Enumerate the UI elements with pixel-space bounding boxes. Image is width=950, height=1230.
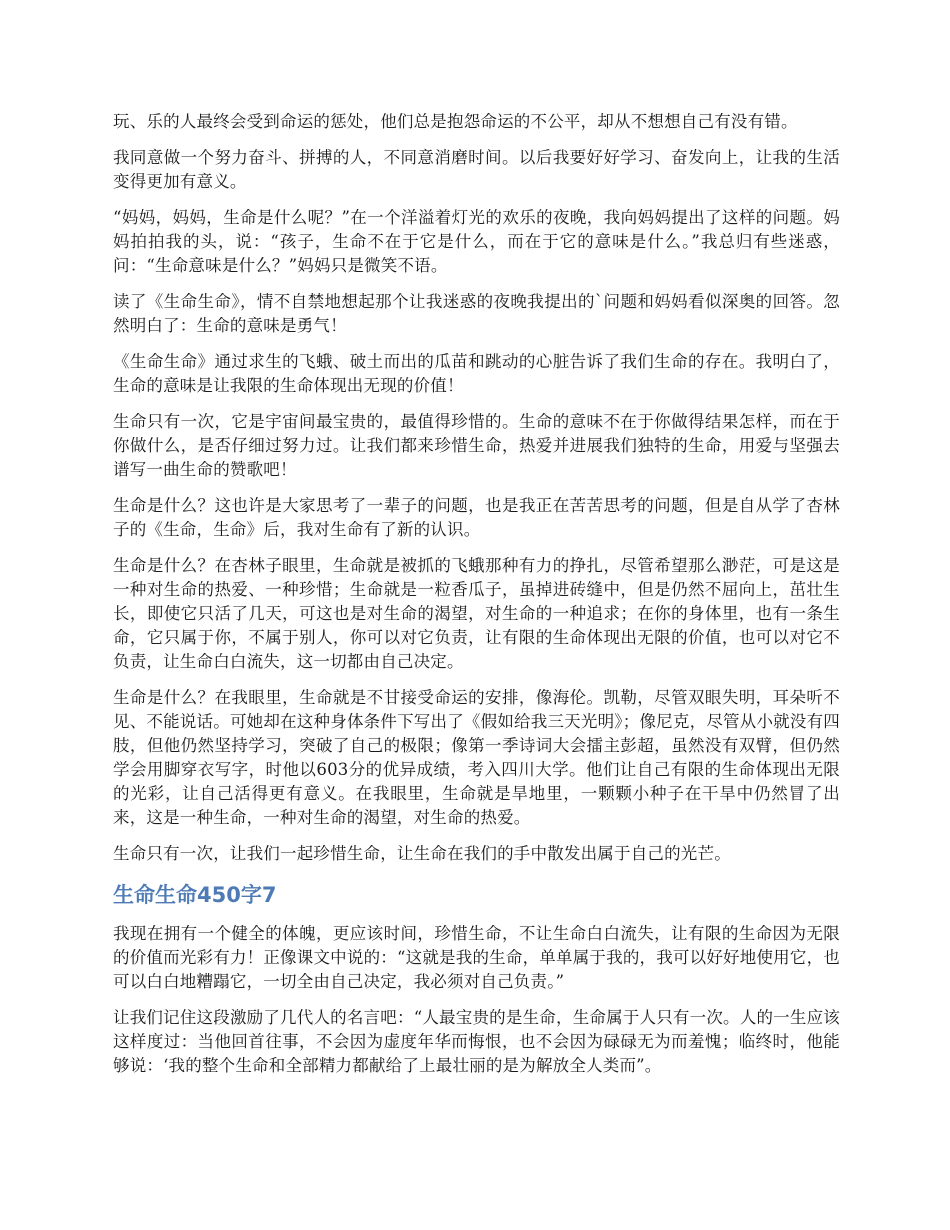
paragraph: 生命只有一次，它是宇宙间最宝贵的，最值得珍惜的。生命的意味不在于你做得结果怎样，而在于你做什么，是否仔细过努力过。让我们都来珍惜生命，热爱并进展我们独特的生命，用爱与坚强去谱写一曲生命的赞歌吧！	[113, 412, 840, 479]
paragraph: 玩、乐的人最终会受到命运的惩处，他们总是抱怨命运的不公平，却从不想想自己有没有错。	[113, 112, 798, 131]
paragraph: 让我们记住这段激励了几代人的名言吧：“人最宝贵的是生命，生命属于人只有一次。人的一生应该这样度过：当他回首往事，不会因为虚度年华而悔恨，也不会因为碌碌无为而羞愧；临终时，他能够说：‘我的整个生命和全部精力都献给了上最壮丽的是为解放全人类而”。	[113, 1008, 840, 1075]
paragraph: 我同意做一个努力奋斗、拼搏的人，不同意消磨时间。以后我要好好学习、奋发向上，让我的生活变得更加有意义。	[113, 148, 840, 191]
paragraph: “妈妈，妈妈，生命是什么呢？”在一个洋溢着灯光的欢乐的夜晚，我向妈妈提出了这样的问题。妈妈拍拍我的头，说：“孩子，生命不在于它是什么，而在于它的意味是什么。”我总归有些迷惑，问：“生命意味是什么？”妈妈只是微笑不语。	[113, 208, 840, 275]
paragraph: 生命是什么？在杏林子眼里，生命就是被抓的飞蛾那种有力的挣扎，尽管希望那么渺茫，可是这是一种对生命的热爱、一种珍惜；生命就是一粒香瓜子，虽掉进砖缝中，但是仍然不屈向上，茁壮生长，即使它只活了几天，可这也是对生命的渴望，对生命的一种追求；在你的身体里，也有一条生命，它只属于你，不属于别人，你可以对它负责，让有限的生命体现出无限的价值，也可以对它不负责，让生命白白流失，这一切都由自己决定。	[113, 556, 840, 671]
document-page	[113, 110, 840, 1090]
paragraph: 《生命生命》通过求生的飞蛾、破土而出的瓜苗和跳动的心脏告诉了我们生命的存在。我明白了，生命的意味是让我限的生命体现出无现的价值！	[113, 352, 840, 395]
section-heading: 生命生命450字7	[113, 883, 277, 907]
paragraph: 生命是什么？这也许是大家思考了一辈子的问题，也是我正在苦苦思考的问题，但是自从学了杏林子的《生命，生命》后，我对生命有了新的认识。	[113, 496, 840, 539]
paragraph: 生命是什么？在我眼里，生命就是不甘接受命运的安排，像海伦。凯勒，尽管双眼失明，耳朵听不见、不能说话。可她却在这种身体条件下写出了《假如给我三天光明》；像尼克，尽管从小就没有四肢，但他仍然坚持学习，突破了自己的极限；像第一季诗词大会擂主彭超，虽然没有双臂，但仍然学会用脚穿衣写字，时他以603分的优异成绩，考入四川大学。他们让自己有限的生命体现出无限的光彩，让自己活得更有意义。在我眼里，生命就是旱地里，一颗颗小种子在干旱中仍然冒了出来，这是一种生命，一种对生命的渴望，对生命的热爱。	[113, 688, 840, 827]
paragraph: 读了《生命生命》，情不自禁地想起那个让我迷惑的夜晚我提出的`问题和妈妈看似深奥的回答。忽然明白了：生命的意味是勇气！	[113, 292, 840, 335]
paragraph: 生命只有一次，让我们一起珍惜生命，让生命在我们的手中散发出属于自己的光芒。	[113, 844, 731, 863]
paragraph: 我现在拥有一个健全的体魄，更应该时间，珍惜生命，不让生命白白流失，让有限的生命因为无限的价值而光彩有力！正像课文中说的：“这就是我的生命，单单属于我的，我可以好好地使用它，也可以白白地糟蹋它，一切全由自己决定，我必须对自己负责。”	[113, 924, 840, 991]
